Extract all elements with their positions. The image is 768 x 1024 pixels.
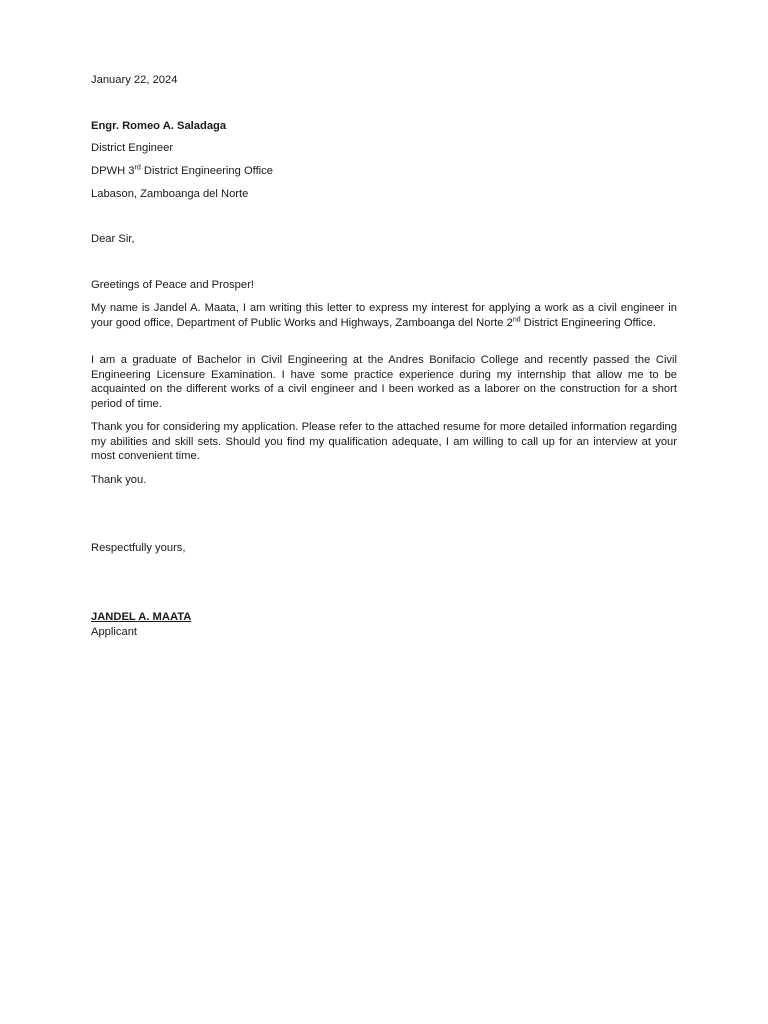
recipient-position: District Engineer — [91, 142, 174, 154]
paragraph-2: I am a graduate of Bachelor in Civil Engineering at the Andres Bonifacio College and recently passed the Civil Engineering Licensure Examination. I have some practice experience during my internship that allow me to be acquainted on the different works of a civil engineer and I been worked as a laborer on the construction for a short period of time. — [91, 354, 677, 410]
recipient-name: Engr. Romeo A. Saladaga — [91, 120, 227, 132]
paragraph-1 — [91, 301, 677, 330]
recipient-office-prefix: DPWH 3 — [91, 165, 135, 177]
recipient-address: Labason, Zamboanga del Norte — [91, 188, 249, 200]
paragraph-1-text: My name is Jandel A. Maata, I am writing this letter to express my interest for applying a work as a civil engineer in your good office, Department of Public Works and Highways, Zamboanga del Norte 2 — [91, 302, 677, 329]
recipient-office-suffix: District Engineering Office — [140, 165, 273, 177]
signatory-title: Applicant — [91, 626, 138, 638]
paragraph-1-text-end: District Engineering Office. — [520, 316, 656, 329]
letter-date: January 22, 2024 — [91, 74, 178, 86]
paragraph-3: Thank you for considering my application. Please refer to the attached resume for more detailed information regarding my abilities and skill sets. Should you find my qualification adequate, I am willing to call up for an interview at your most convenient time. — [91, 421, 677, 463]
recipient-office-sup: rd — [134, 164, 141, 172]
recipient-office — [91, 164, 273, 178]
salutation: Dear Sir, — [91, 233, 135, 245]
signatory-name: JANDEL A. MAATA — [91, 611, 192, 623]
greeting: Greetings of Peace and Prosper! — [91, 279, 254, 291]
closing: Respectfully yours, — [91, 542, 186, 554]
thank-you-line: Thank you. — [91, 474, 147, 486]
paragraph-1-sup: nd — [512, 315, 521, 323]
